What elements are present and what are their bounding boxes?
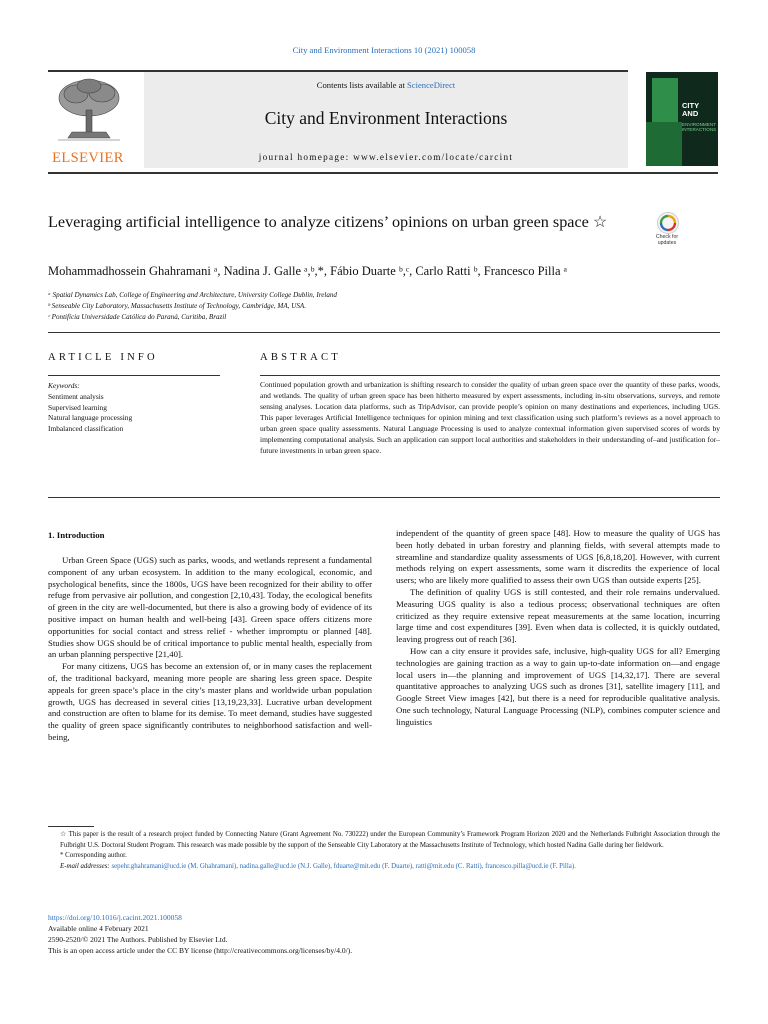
email-label: E-mail addresses: bbox=[60, 862, 110, 870]
funding-footnote: ☆ This paper is the result of a research project funded by Connecting Nature (Grant Agreement No. 730222) under the European Community’s Framework Program Horizon 2020 and the Netherlands Fulbright Association through the Fulbright U.S. Doctoral Student Program. This research was made possible by the support of the Senseable City Laboratory at the Massachusetts Institute of Technology, which hosted Nadina Galle during her fieldwork. bbox=[60, 831, 720, 849]
contents-line bbox=[144, 80, 628, 90]
keyword: Sentiment analysis bbox=[48, 392, 104, 401]
paragraph: The definition of quality UGS is still contested, and their role remains undervalued. Measuring UGS quality is also a tedious process; observational techniques are often criticized as they require extensive repeat measurements at the same location, incurring large time and cost expenditures [39]. Even when data is collected, it is quickly outdated, leaving progress out of reach [36]. bbox=[396, 586, 720, 645]
paragraph: How can a city ensure it provides safe, inclusive, high-quality UGS for all? Emerging technologies are gaining traction as a way to gain up-to-date information on—and engage local users in—the planning and improvement of UGS [14,32,17]. There are several quantitative approaches to analyzing UGS such as drones [31], satellite imagery [11], and Google Street View images [42], but there is a need for reproducible qualitative analysis. One such technology, Natural Language Processing (NLP), combines computer science and linguistics bbox=[396, 645, 720, 727]
affiliation: ᵇ Senseable City Laboratory, Massachusetts Institute of Technology, Cambridge, MA, USA. bbox=[48, 302, 306, 310]
sciencedirect-link[interactable]: ScienceDirect bbox=[407, 80, 456, 90]
available-online-date: Available online 4 February 2021 bbox=[48, 924, 149, 933]
footnotes bbox=[48, 830, 720, 872]
body-column-left bbox=[48, 555, 372, 744]
doi-link[interactable]: https://doi.org/10.1016/j.cacint.2021.100058 bbox=[48, 913, 182, 922]
journal-cover-thumbnail[interactable] bbox=[646, 72, 718, 166]
abstract-heading: ABSTRACT bbox=[260, 352, 341, 363]
keyword: Imbalanced classification bbox=[48, 423, 124, 433]
publication-info bbox=[48, 912, 352, 956]
email-footnote bbox=[48, 862, 720, 873]
contents-prefix: Contents lists available at bbox=[316, 80, 407, 90]
affiliation: ᵃ Spatial Dynamics Lab, College of Engineering and Architecture, University College Dublin, Ireland bbox=[48, 291, 337, 299]
body-column-right bbox=[396, 528, 720, 729]
divider bbox=[48, 332, 720, 333]
article-title: Leveraging artificial intelligence to analyze citizens’ opinions on urban green space ☆ bbox=[48, 213, 608, 231]
cover-title: CITY AND bbox=[682, 101, 699, 118]
check-updates-icon bbox=[657, 212, 679, 234]
corresponding-author-note: * Corresponding author. bbox=[60, 852, 127, 859]
article-info-heading: ARTICLE INFO bbox=[48, 352, 158, 363]
author-list: Mohammadhossein Ghahramani ᵃ, Nadina J. Galle ᵃ,ᵇ,*, Fábio Duarte ᵇ,ᶜ, Carlo Ratti ᵇ, Francesco Pilla ᵃ bbox=[48, 264, 568, 278]
affiliation: ᶜ Pontifícia Universidade Católica do Paraná, Curitiba, Brazil bbox=[48, 313, 227, 321]
elsevier-wordmark: ELSEVIER bbox=[52, 150, 124, 166]
email-links[interactable]: sepehr.ghahramani@ucd.ie (M. Ghahramani), nadina.galle@ucd.ie (N.J. Galle), fduarte@mit.edu (F. Duarte), ratti@mit.edu (C. Ratti), francesco.pilla@ucd.ie (F. Pilla). bbox=[111, 862, 576, 870]
journal-citation-link[interactable]: City and Environment Interactions 10 (2021) 100058 bbox=[292, 45, 476, 55]
divider bbox=[260, 375, 720, 376]
journal-name: City and Environment Interactions bbox=[264, 108, 508, 128]
section-heading: 1. Introduction bbox=[48, 530, 105, 540]
abstract-text: Continued population growth and urbanization is shifting research to consider the quality of urban green space over the quantity of these parks, woods, and wetlands. The quality of urban green space has been hitherto measured by expert assessments, including in-situ observations, surveys, and remote sensing analyses. Location data platforms, such as TripAdvisor, can provide people’s opinion on many destinations and experiences, including UGS. This paper leverages Artificial Intelligence techniques for opinion mining and text classification using such platform’s reviews as a novel approach to urban green space quality assessments. Natural Language Processing is used to analyze contextual information given supervised scores of words by implementing computational analysis. Such an application can support local authorities and stakeholders in their understanding of–and justification for–future investments in urban green space. bbox=[260, 380, 720, 455]
divider bbox=[48, 497, 720, 498]
affiliations bbox=[48, 290, 728, 323]
footnote-rule bbox=[48, 826, 94, 827]
journal-homepage[interactable]: journal homepage: www.elsevier.com/locate/carcint bbox=[258, 152, 514, 162]
keywords-list bbox=[48, 392, 132, 434]
check-for-updates-badge[interactable] bbox=[648, 210, 686, 250]
license-line[interactable]: This is an open access article under the CC BY license (http://creativecommons.org/licenses/by/4.0/). bbox=[48, 946, 353, 955]
paragraph: Urban Green Space (UGS) such as parks, woods, and wetlands represent a fundamental component of any urban ecosystem. In addition to the many ecological, economic, and psychological benefits, since the 1800s, UGS have been recognized for their ability to offer refuge from pervasive air pollution, and congestion [2,10,43]. Today, the ecological benefits of green in the city are well-documented, but there is also a growing body of evidence of its positive impact on human health and well-being [43]. Green space offers citizens more opportunities for social contact and stress relief - whether impromptu or planned [48]. Studies show UGS should be of critical importance to public mental health, especially from an urban planning perspective [21,40]. bbox=[48, 555, 372, 660]
copyright-line: 2590-2520/© 2021 The Authors. Published by Elsevier Ltd. bbox=[48, 935, 228, 944]
divider bbox=[48, 375, 220, 376]
keyword: Natural language processing bbox=[48, 413, 133, 422]
keywords-label: Keywords: bbox=[48, 381, 80, 390]
paragraph: independent of the quantity of green space [48]. How to measure the quality of UGS has been hotly debated in urban forestry and planning fields, with several attempts made to streamline and standardize quality assessments of UGS [6,8,18,20]. However, with current methods relying on expert assessments, some warn it discredits the experience of local users; who are likely more qualified to assess their own UGS than outside experts [25]. bbox=[396, 528, 720, 586]
check-updates-label: Check for updates bbox=[655, 234, 679, 246]
paragraph: For many citizens, UGS has become an extension of, or in many cases the replacement of, the traditional backyard, meaning more people are sharing less green space. Despite appeals for green space’s place in the city’s master plans and worldwide urban population growth, UGS has decreased in several cities [13,19,23,33]. Lucrative urban development and construction are often to blame for its demise. To meet demand, studies have suggested the quality of green space significantly contributes to neighborhood satisfaction and well-being, bbox=[48, 661, 372, 742]
cover-subtitle: ENVIRONMENT INTERACTIONS bbox=[682, 122, 717, 132]
header-bottom-rule bbox=[48, 172, 718, 174]
keyword: Supervised learning bbox=[48, 402, 107, 412]
